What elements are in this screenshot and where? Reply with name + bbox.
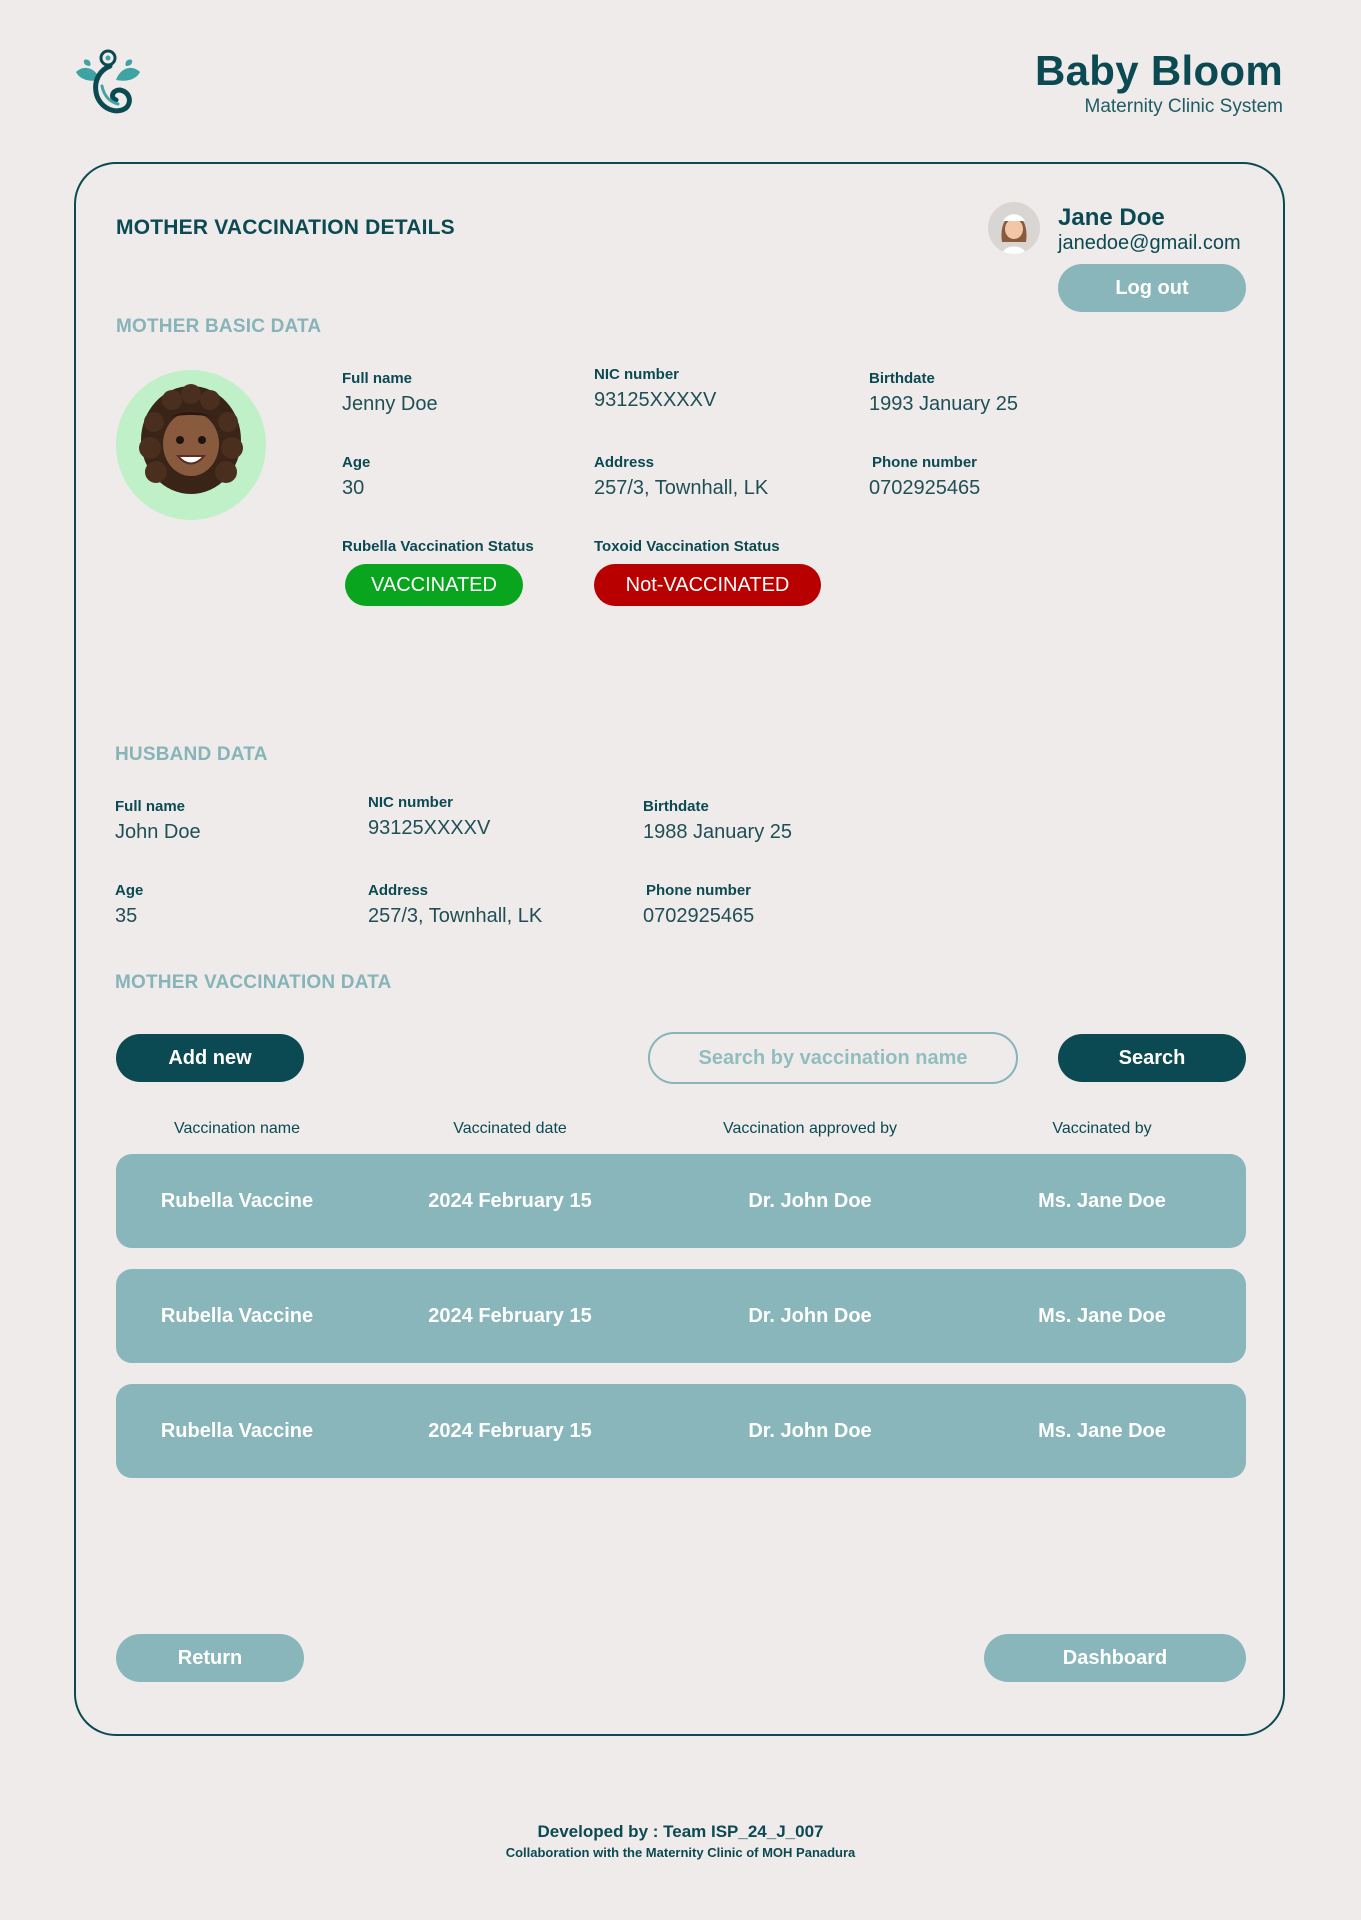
field-label: Address bbox=[368, 882, 429, 899]
cell-vaccination-name: Rubella Vaccine bbox=[160, 1420, 314, 1442]
brand-subtitle: Maternity Clinic System bbox=[1084, 96, 1283, 117]
search-input[interactable] bbox=[648, 1032, 1018, 1084]
cell-vaccination-name: Rubella Vaccine bbox=[160, 1190, 314, 1212]
dashboard-button[interactable]: Dashboard bbox=[984, 1634, 1246, 1682]
baby-bloom-logo-icon bbox=[70, 46, 146, 122]
field-value: 35 bbox=[115, 905, 138, 927]
user-avatar[interactable] bbox=[988, 202, 1040, 254]
mother-avatar-icon bbox=[116, 370, 266, 520]
cell-vaccinated-date: 2024 February 15 bbox=[428, 1420, 592, 1442]
table-row[interactable] bbox=[116, 1154, 1246, 1248]
user-name: Jane Doe bbox=[1058, 204, 1165, 231]
field-label: Birthdate bbox=[643, 798, 709, 815]
brand bbox=[1035, 48, 1283, 118]
husband-birthdate-field bbox=[643, 798, 792, 844]
cell-vaccinated-by: Ms. Jane Doe bbox=[1038, 1305, 1166, 1327]
column-header-vaccinated-date: Vaccinated date bbox=[453, 1120, 567, 1137]
toxoid-status-field bbox=[594, 538, 780, 555]
cell-vaccinated-date: 2024 February 15 bbox=[428, 1305, 592, 1327]
table-row[interactable] bbox=[116, 1384, 1246, 1478]
user-email: janedoe@gmail.com bbox=[1058, 232, 1241, 254]
field-label: NIC number bbox=[368, 794, 454, 811]
field-label: Address bbox=[594, 454, 655, 471]
field-label: Age bbox=[342, 454, 371, 471]
table-row[interactable] bbox=[116, 1269, 1246, 1363]
column-header-approved-by: Vaccination approved by bbox=[722, 1120, 898, 1137]
field-value: 1988 January 25 bbox=[643, 821, 793, 843]
mother-basic-data-title: MOTHER BASIC DATA bbox=[116, 316, 322, 337]
vaccination-data-title: MOTHER VACCINATION DATA bbox=[115, 972, 392, 993]
main-card bbox=[74, 162, 1285, 1736]
mother-age-field bbox=[342, 454, 370, 500]
field-value: 93125XXXXV bbox=[368, 817, 491, 839]
husband-phone-field bbox=[643, 882, 755, 928]
rubella-status-badge: VACCINATED bbox=[345, 564, 523, 606]
field-label: Full name bbox=[115, 798, 186, 815]
field-value: 30 bbox=[342, 477, 365, 499]
user-avatar-icon bbox=[988, 202, 1040, 254]
cell-vaccinated-by: Ms. Jane Doe bbox=[1038, 1420, 1166, 1442]
cell-vaccination-name: Rubella Vaccine bbox=[160, 1305, 314, 1327]
cell-approved-by: Dr. John Doe bbox=[748, 1305, 872, 1327]
field-label: Phone number bbox=[872, 454, 978, 471]
field-value: Jenny Doe bbox=[342, 393, 438, 415]
logout-button[interactable]: Log out bbox=[1058, 264, 1246, 312]
footer-developed-by: Developed by : Team ISP_24_J_007 bbox=[537, 1822, 824, 1841]
husband-address-field bbox=[368, 882, 542, 928]
cell-approved-by: Dr. John Doe bbox=[748, 1420, 872, 1442]
field-label: Full name bbox=[342, 370, 413, 387]
return-button[interactable]: Return bbox=[116, 1634, 304, 1682]
add-new-button[interactable]: Add new bbox=[116, 1034, 304, 1082]
search-button[interactable]: Search bbox=[1058, 1034, 1246, 1082]
field-label: Phone number bbox=[646, 882, 752, 899]
footer-collaboration: Collaboration with the Maternity Clinic of MOH Panadura bbox=[505, 1845, 856, 1860]
field-label: NIC number bbox=[594, 366, 680, 383]
field-value: 0702925465 bbox=[643, 905, 755, 927]
toxoid-status-badge: Not-VACCINATED bbox=[594, 564, 821, 606]
rubella-status-field bbox=[342, 538, 534, 555]
field-label: Age bbox=[115, 882, 144, 899]
field-value: 93125XXXXV bbox=[594, 389, 717, 411]
page-title: MOTHER VACCINATION DETAILS bbox=[116, 216, 455, 239]
field-value: John Doe bbox=[115, 821, 201, 843]
husband-data-title: HUSBAND DATA bbox=[115, 744, 268, 765]
mother-birthdate-field bbox=[869, 370, 1018, 416]
husband-full-name-field bbox=[115, 798, 201, 844]
field-value: 0702925465 bbox=[869, 477, 981, 499]
cell-approved-by: Dr. John Doe bbox=[748, 1190, 872, 1212]
cell-vaccinated-by: Ms. Jane Doe bbox=[1038, 1190, 1166, 1212]
column-header-vaccination-name: Vaccination name bbox=[174, 1120, 300, 1137]
field-label: Toxoid Vaccination Status bbox=[594, 538, 780, 555]
brand-title: Baby Bloom bbox=[1034, 47, 1283, 94]
field-value: 257/3, Townhall, LK bbox=[368, 905, 543, 927]
mother-full-name-field bbox=[342, 370, 438, 416]
field-label: Rubella Vaccination Status bbox=[342, 538, 534, 555]
mother-phone-field bbox=[869, 454, 981, 500]
field-value: 1993 January 25 bbox=[869, 393, 1019, 415]
field-label: Birthdate bbox=[869, 370, 935, 387]
field-value: 257/3, Townhall, LK bbox=[594, 477, 769, 499]
column-header-vaccinated-by: Vaccinated by bbox=[1052, 1120, 1152, 1137]
husband-nic-field bbox=[368, 794, 490, 840]
mother-nic-field bbox=[594, 366, 716, 412]
mother-avatar bbox=[116, 370, 266, 520]
husband-age-field bbox=[115, 882, 143, 928]
cell-vaccinated-date: 2024 February 15 bbox=[428, 1190, 592, 1212]
mother-address-field bbox=[594, 454, 768, 500]
